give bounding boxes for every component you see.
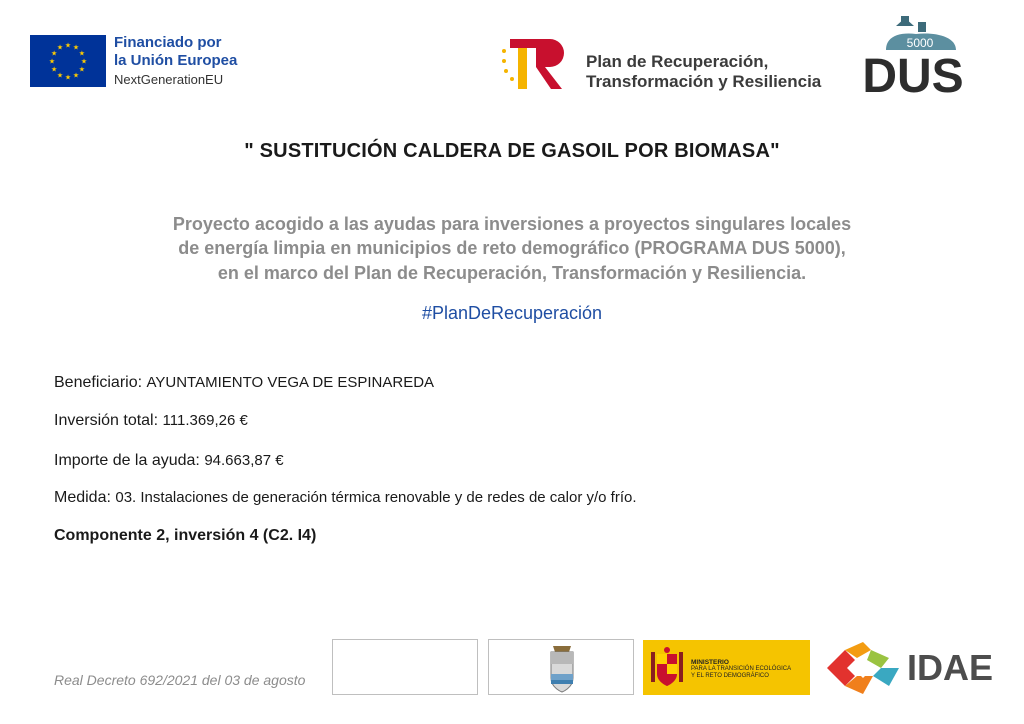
eu-star-icon: ★ [56,44,64,52]
description-line1: Proyecto acogido a las ayudas para inversiones a proyectos singulares locales [172,214,852,234]
decree-text: Real Decreto 692/2021 del 03 de agosto [54,672,306,688]
medida-row [54,489,637,507]
ministry-line1: MINISTERIO [691,659,729,666]
eu-text-line2: la Unión Europea [114,52,238,69]
eu-star-icon: ★ [50,50,58,58]
idae-text: IDAE [907,647,994,688]
spain-coat-of-arms-icon [649,646,685,688]
medida-label: Medida: [54,489,111,506]
importe-value: 94.663,87 € [204,452,284,469]
project-description [100,212,924,285]
eu-flag-icon [30,35,106,87]
dus-5000-logo [856,14,971,98]
eu-star-icon: ★ [72,72,80,80]
inversion-label: Inversión total: [54,412,159,429]
eu-star-icon: ★ [56,72,64,80]
eu-star-icon: ★ [48,58,56,66]
importe-row [54,452,284,470]
inversion-value: 111.369,26 € [162,412,248,429]
beneficiario-label: Beneficiario: [54,374,143,391]
plan-text-line2: Transformación y Resiliencia [586,72,822,92]
medida-value: 03. Instalaciones de generación térmica renovable y de redes de calor y/o frío. [115,489,637,506]
componente-text: Componente 2, inversión 4 (C2. I4) [54,527,317,544]
eu-star-icon: ★ [78,66,86,74]
importe-label: Importe de la ayuda: [54,452,200,469]
eu-star-icon: ★ [72,44,80,52]
page-title: " SUSTITUCIÓN CALDERA DE GASOIL POR BIOMASA" [244,140,780,162]
plan-recuperacion-text [586,52,821,93]
description-line2: de energía limpia en municipios de reto demográfico (PROGRAMA DUS 5000), [178,238,846,259]
ministry-line2: PARA LA TRANSICIÓN ECOLÓGICA [691,666,792,673]
eu-text-line3: NextGenerationEU [114,72,224,87]
eu-star-icon: ★ [50,66,58,74]
dus-number: 5000 [906,36,934,50]
description-line3: en el marco del Plan de Recuperación, Transformación y Resiliencia. [217,262,807,283]
idae-logo-icon [823,640,903,696]
inversion-row [54,412,248,430]
municipal-shield-box [488,639,634,695]
prtr-logo-icon [500,35,570,93]
empty-logo-box [332,639,478,695]
ministry-line3: Y EL RETO DEMOGRÁFICO [691,673,769,680]
eu-star-icon: ★ [80,58,88,66]
eu-funding-logo [30,35,237,87]
dus-text: DUS [862,50,964,98]
eu-star-icon: ★ [78,50,86,58]
eu-star-icon: ★ [64,74,72,82]
eu-star-icon: ★ [64,42,72,50]
ministry-logo [643,640,810,695]
beneficiario-value: AYUNTAMIENTO VEGA DE ESPINAREDA [146,374,435,391]
eu-text-line1: Financiado por [114,34,222,51]
coat-of-arms-icon [489,640,635,696]
hashtag: #PlanDeRecuperación [421,303,603,323]
beneficiario-row [54,374,434,392]
plan-text-line1: Plan de Recuperación, [586,52,769,71]
